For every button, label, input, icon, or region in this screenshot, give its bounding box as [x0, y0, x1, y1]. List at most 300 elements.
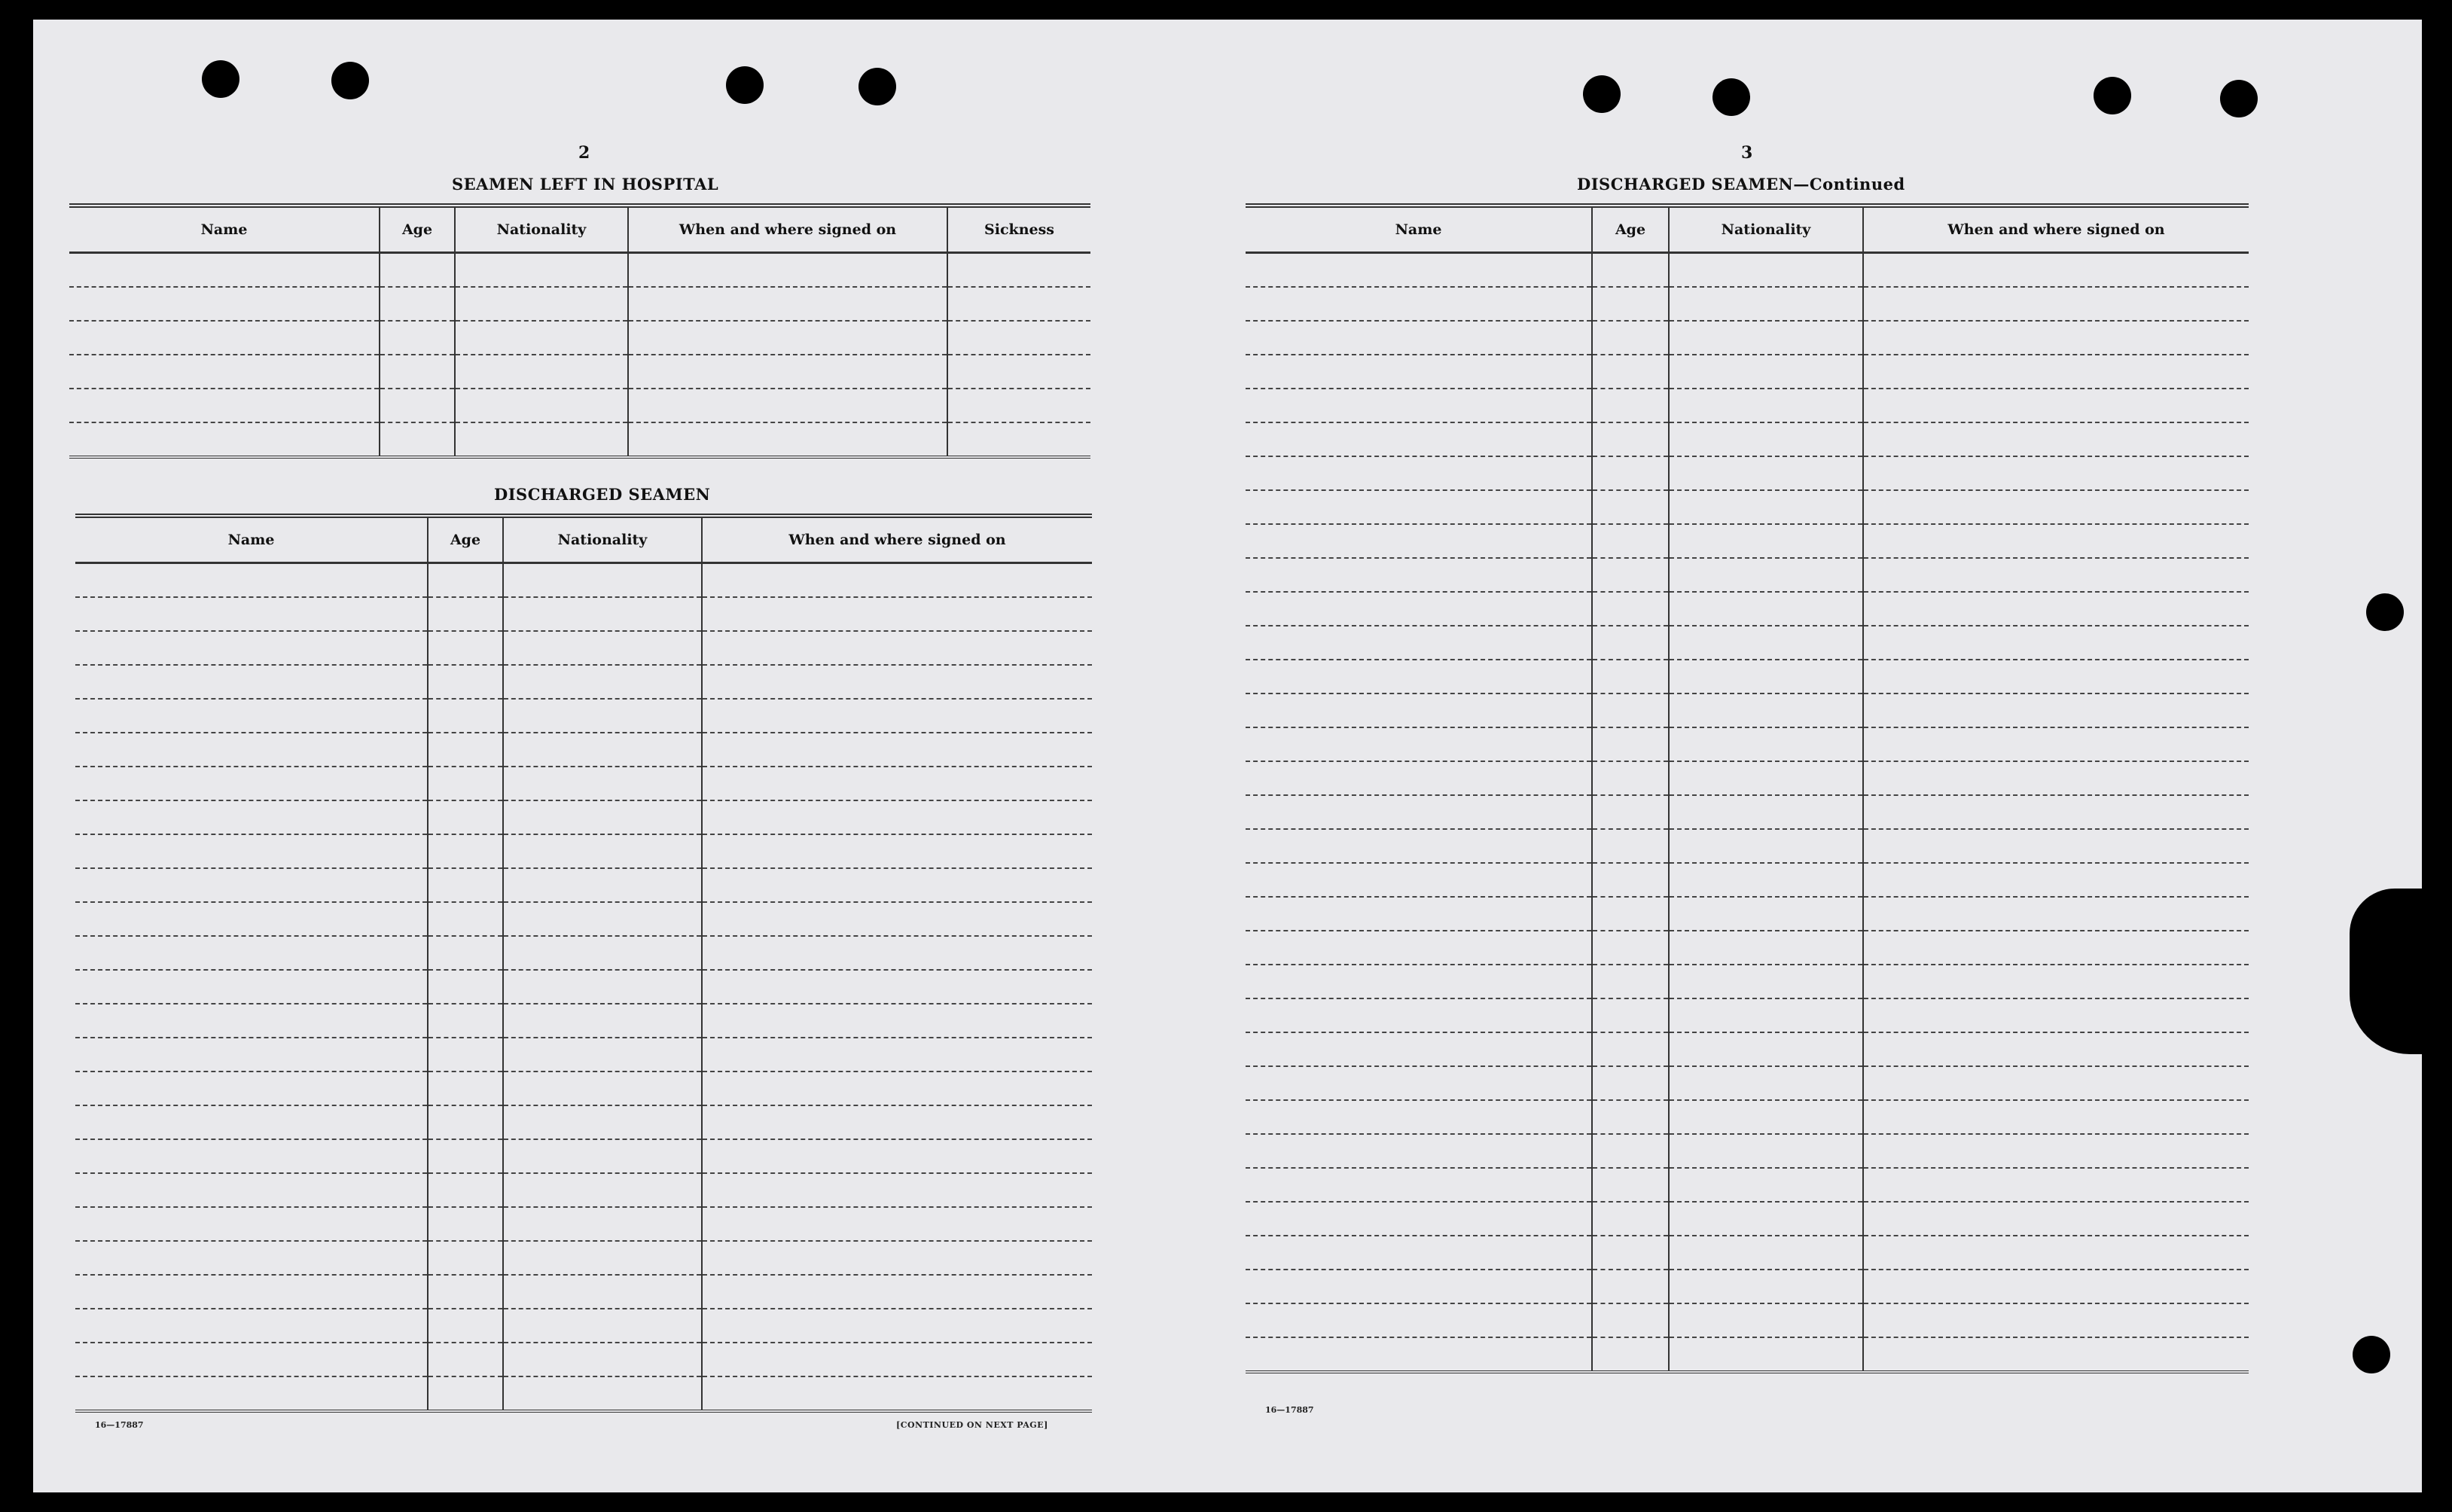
discharged-left-cell	[75, 1004, 428, 1038]
discharged-left-cell	[428, 1139, 503, 1173]
discharged-left-cell	[503, 1038, 702, 1072]
discharged-left-row	[75, 631, 1092, 665]
discharged-right-cell	[1863, 456, 2249, 490]
hospital-cell	[380, 355, 455, 389]
discharged-right-cell	[1863, 321, 2249, 355]
discharged-right-cell	[1592, 694, 1669, 727]
discharged-left-cell	[503, 970, 702, 1004]
discharged-left-cell	[428, 1038, 503, 1072]
hospital-cell	[628, 321, 947, 355]
discharged-right-row	[1246, 897, 2249, 931]
discharged-right-row	[1246, 863, 2249, 897]
right-page-number: 3	[1741, 143, 1753, 163]
discharged-right-row	[1246, 829, 2249, 863]
discharged-right-cell	[1863, 965, 2249, 998]
discharged-right-cell	[1246, 422, 1592, 456]
discharged-right-row	[1246, 1337, 2249, 1372]
discharged-right-cell	[1863, 1032, 2249, 1066]
discharged-right-cell	[1246, 829, 1592, 863]
discharged-right-cell	[1246, 1236, 1592, 1270]
discharged-left-cell	[503, 563, 702, 598]
discharged-right-cell	[1246, 1270, 1592, 1303]
discharged-left-cell	[75, 868, 428, 902]
discharged-left-cell	[503, 800, 702, 834]
discharged-left-cell	[428, 631, 503, 665]
discharged-right-cell	[1246, 727, 1592, 761]
discharged-right-cell	[1246, 1168, 1592, 1202]
discharged-left-cell	[503, 1072, 702, 1105]
discharged-left-cell	[75, 834, 428, 868]
discharged-left-cell	[428, 563, 503, 598]
discharged-left-cell	[428, 936, 503, 970]
discharged-right-cell	[1669, 795, 1863, 829]
discharged-right-cell	[1669, 897, 1863, 931]
discharged-right-cell	[1863, 694, 2249, 727]
discharged-left-cell	[702, 902, 1092, 936]
discharged-right-cell	[1592, 1066, 1669, 1100]
discharged-left-cell	[702, 733, 1092, 767]
discharged-right-cell	[1669, 931, 1863, 965]
discharged-right-row	[1246, 660, 2249, 694]
discharged-left-cell	[702, 1376, 1092, 1411]
discharged-right-cell	[1246, 592, 1592, 626]
discharged-left-cell	[75, 597, 428, 631]
discharged-right-cell	[1863, 863, 2249, 897]
hospital-cell	[69, 287, 380, 321]
hospital-row	[69, 287, 1090, 321]
discharged-left-cell	[428, 1004, 503, 1038]
discharged-right-cell	[1246, 1337, 1592, 1372]
discharged-left-row	[75, 1004, 1092, 1038]
discharged-left-cell	[503, 665, 702, 699]
discharged-right-cell	[1669, 1202, 1863, 1236]
discharged-left-cell	[428, 767, 503, 800]
discharged-right-cell	[1246, 287, 1592, 321]
discharged-right-row	[1246, 456, 2249, 490]
continued-note: [CONTINUED ON NEXT PAGE]	[896, 1420, 1048, 1430]
discharged-left-cell	[428, 1376, 503, 1411]
discharged-right-cell	[1863, 1100, 2249, 1134]
discharged-left-cell	[503, 868, 702, 902]
discharged-right-cell	[1863, 1236, 2249, 1270]
discharged-left-cell	[702, 1139, 1092, 1173]
discharged-right-cell	[1592, 287, 1669, 321]
discharged-right-row	[1246, 998, 2249, 1032]
discharged-left-cell	[75, 1038, 428, 1072]
hospital-cell	[455, 355, 628, 389]
discharged-left-row	[75, 1376, 1092, 1411]
discharged-left-row	[75, 970, 1092, 1004]
discharged-right-cell	[1246, 931, 1592, 965]
discharged-right-cell	[1246, 389, 1592, 422]
discharged-right-cell	[1592, 321, 1669, 355]
hospital-cell	[380, 389, 455, 422]
discharged-right-cell	[1863, 287, 2249, 321]
discharged-right-row	[1246, 1100, 2249, 1134]
torn-edge	[2350, 889, 2422, 1054]
hospital-row	[69, 422, 1090, 457]
discharged-right-cell	[1669, 694, 1863, 727]
discharged-left-cell	[503, 1207, 702, 1241]
discharged-right-cell	[1863, 1134, 2249, 1168]
discharged-right-cell	[1669, 389, 1863, 422]
hospital-cell	[380, 287, 455, 321]
discharged-left-row	[75, 1343, 1092, 1376]
discharged-left-cell	[702, 1207, 1092, 1241]
discharged-right-cell	[1863, 1168, 2249, 1202]
discharged-left-row	[75, 699, 1092, 733]
discharged-left-cell	[428, 1173, 503, 1207]
discharged-right-cell	[1246, 626, 1592, 660]
discharged-left-cell	[428, 1275, 503, 1309]
discharged-right-cell	[1592, 897, 1669, 931]
discharged-right-cell	[1246, 355, 1592, 389]
hospital-header-cell: When and where signed on	[628, 206, 947, 253]
discharged-left-cell	[428, 1207, 503, 1241]
discharged-table-left	[75, 514, 1092, 1413]
discharged-right-cell	[1863, 897, 2249, 931]
discharged-right-row	[1246, 727, 2249, 761]
discharged-left-cell	[75, 1343, 428, 1376]
discharged-right-header-cell: Nationality	[1669, 206, 1863, 253]
discharged-right-cell	[1863, 761, 2249, 795]
discharged-right-cell	[1669, 558, 1863, 592]
hospital-cell	[455, 287, 628, 321]
discharged-right-cell	[1246, 761, 1592, 795]
left-page-number: 2	[578, 143, 590, 163]
discharged-right-row	[1246, 1270, 2249, 1303]
discharged-right-cell	[1669, 965, 1863, 998]
punch-hole-8	[2220, 80, 2258, 117]
discharged-right-row	[1246, 1134, 2249, 1168]
left-form-code: 16—17887	[95, 1420, 144, 1430]
discharged-left-row	[75, 834, 1092, 868]
hospital-cell	[947, 355, 1090, 389]
discharged-left-header-cell: Age	[428, 516, 503, 563]
discharged-left-cell	[75, 767, 428, 800]
discharged-left-cell	[75, 1207, 428, 1241]
hospital-row	[69, 355, 1090, 389]
discharged-left-cell	[75, 1072, 428, 1105]
discharged-right-cell	[1592, 761, 1669, 795]
discharged-right-cell	[1669, 321, 1863, 355]
hospital-cell	[380, 321, 455, 355]
discharged-right-cell	[1863, 389, 2249, 422]
discharged-left-cell	[75, 1139, 428, 1173]
discharged-right-cell	[1669, 253, 1863, 288]
discharged-right-row	[1246, 965, 2249, 998]
hospital-header-cell: Name	[69, 206, 380, 253]
hospital-cell	[69, 253, 380, 288]
discharged-left-cell	[702, 1343, 1092, 1376]
discharged-left-cell	[702, 699, 1092, 733]
discharged-right-row	[1246, 558, 2249, 592]
discharged-right-cell	[1592, 1032, 1669, 1066]
discharged-left-row	[75, 597, 1092, 631]
discharged-right-cell	[1592, 253, 1669, 288]
discharged-right-cell	[1863, 253, 2249, 288]
discharged-left-cell	[75, 631, 428, 665]
discharged-right-cell	[1863, 795, 2249, 829]
discharged-right-row	[1246, 1168, 2249, 1202]
discharged-right-cell	[1669, 456, 1863, 490]
discharged-left-cell	[503, 597, 702, 631]
discharged-left-cell	[428, 902, 503, 936]
discharged-left-cell	[503, 902, 702, 936]
discharged-left-cell	[428, 1105, 503, 1139]
discharged-left-cell	[75, 1173, 428, 1207]
hospital-section-title: SEAMEN LEFT IN HOSPITAL	[452, 175, 719, 194]
discharged-left-cell	[702, 800, 1092, 834]
discharged-right-cell	[1863, 829, 2249, 863]
hospital-table	[69, 203, 1090, 459]
discharged-right-cell	[1592, 626, 1669, 660]
discharged-right-row	[1246, 321, 2249, 355]
discharged-right-cell	[1863, 355, 2249, 389]
discharged-right-cell	[1246, 694, 1592, 727]
discharged-left-cell	[702, 1309, 1092, 1343]
hospital-row	[69, 389, 1090, 422]
discharged-left-cell	[503, 1173, 702, 1207]
discharged-left-row	[75, 733, 1092, 767]
discharged-left-cell	[75, 665, 428, 699]
discharged-left-header-cell: Nationality	[503, 516, 702, 563]
discharged-right-cell	[1669, 524, 1863, 558]
discharged-left-cell	[702, 1241, 1092, 1275]
discharged-right-header-cell: Age	[1592, 206, 1669, 253]
discharged-right-row	[1246, 1236, 2249, 1270]
hospital-cell	[455, 253, 628, 288]
discharged-right-row	[1246, 931, 2249, 965]
discharged-right-cell	[1592, 422, 1669, 456]
discharged-left-cell	[428, 1309, 503, 1343]
discharged-right-cell	[1246, 1202, 1592, 1236]
discharged-left-cell	[75, 733, 428, 767]
discharged-right-cell	[1246, 1100, 1592, 1134]
discharged-left-cell	[75, 1275, 428, 1309]
discharged-right-cell	[1669, 287, 1863, 321]
discharged-right-cell	[1246, 490, 1592, 524]
right-title-suffix: —Continued	[1793, 175, 1905, 194]
discharged-left-row	[75, 1105, 1092, 1139]
discharged-right-cell	[1863, 1066, 2249, 1100]
discharged-right-cell	[1592, 1134, 1669, 1168]
discharged-left-cell	[428, 970, 503, 1004]
discharged-right-cell	[1246, 524, 1592, 558]
discharged-left-cell	[428, 834, 503, 868]
hospital-header-cell: Nationality	[455, 206, 628, 253]
discharged-left-cell	[503, 1105, 702, 1139]
hospital-cell	[947, 389, 1090, 422]
discharged-right-cell	[1592, 660, 1669, 694]
discharged-left-row	[75, 1139, 1092, 1173]
discharged-right-cell	[1592, 1270, 1669, 1303]
discharged-right-cell	[1863, 1202, 2249, 1236]
discharged-right-row	[1246, 694, 2249, 727]
discharged-left-cell	[503, 699, 702, 733]
discharged-left-cell	[75, 563, 428, 598]
discharged-left-cell	[503, 1376, 702, 1411]
discharged-right-row	[1246, 795, 2249, 829]
discharged-right-cell	[1246, 1134, 1592, 1168]
discharged-right-cell	[1669, 1032, 1863, 1066]
hospital-cell	[947, 321, 1090, 355]
hospital-cell	[947, 422, 1090, 457]
discharged-right-row	[1246, 1066, 2249, 1100]
discharged-right-cell	[1669, 355, 1863, 389]
discharged-left-row	[75, 936, 1092, 970]
discharged-right-cell	[1246, 1032, 1592, 1066]
discharged-right-cell	[1592, 1337, 1669, 1372]
hospital-cell	[947, 253, 1090, 288]
discharged-right-row	[1246, 1303, 2249, 1337]
punch-hole-4	[859, 68, 896, 105]
discharged-right-cell	[1592, 490, 1669, 524]
discharged-right-cell	[1246, 795, 1592, 829]
discharged-right-cell	[1863, 660, 2249, 694]
discharged-right-cell	[1592, 1202, 1669, 1236]
discharged-left-cell	[702, 1275, 1092, 1309]
discharged-left-row	[75, 800, 1092, 834]
discharged-left-row	[75, 563, 1092, 598]
discharged-right-cell	[1863, 592, 2249, 626]
discharged-right-cell	[1669, 1134, 1863, 1168]
hospital-cell	[69, 422, 380, 457]
discharged-left-cell	[702, 1105, 1092, 1139]
discharged-right-cell	[1669, 592, 1863, 626]
discharged-right-row	[1246, 389, 2249, 422]
discharged-left-cell	[75, 902, 428, 936]
discharged-right-cell	[1669, 1236, 1863, 1270]
discharged-right-cell	[1592, 355, 1669, 389]
discharged-left-cell	[702, 767, 1092, 800]
discharged-left-cell	[503, 733, 702, 767]
discharged-left-cell	[428, 1072, 503, 1105]
hospital-cell	[628, 389, 947, 422]
hospital-cell	[69, 355, 380, 389]
hospital-cell	[628, 422, 947, 457]
discharged-right-cell	[1592, 592, 1669, 626]
discharged-right-cell	[1246, 660, 1592, 694]
discharged-left-cell	[428, 733, 503, 767]
discharged-right-cell	[1246, 897, 1592, 931]
hospital-cell	[455, 389, 628, 422]
discharged-right-cell	[1669, 1066, 1863, 1100]
punch-hole-7	[2094, 77, 2131, 114]
discharged-right-cell	[1592, 1236, 1669, 1270]
discharged-right-cell	[1669, 660, 1863, 694]
discharged-right-cell	[1592, 965, 1669, 998]
discharged-left-cell	[702, 834, 1092, 868]
discharged-right-cell	[1592, 727, 1669, 761]
discharged-right-cell	[1863, 1337, 2249, 1372]
discharged-left-cell	[75, 1376, 428, 1411]
discharged-right-row	[1246, 422, 2249, 456]
punch-hole-9	[2366, 593, 2404, 631]
discharged-right-cell	[1592, 829, 1669, 863]
discharged-left-cell	[702, 1072, 1092, 1105]
discharged-right-row	[1246, 287, 2249, 321]
discharged-right-row	[1246, 253, 2249, 288]
discharged-right-cell	[1246, 863, 1592, 897]
discharged-left-cell	[503, 1343, 702, 1376]
discharged-left-cell	[702, 868, 1092, 902]
discharged-right-cell	[1669, 1270, 1863, 1303]
punch-hole-1	[202, 60, 239, 98]
discharged-right-cell	[1592, 998, 1669, 1032]
discharged-left-cell	[75, 1105, 428, 1139]
hospital-cell	[455, 422, 628, 457]
discharged-left-row	[75, 1038, 1092, 1072]
discharged-right-cell	[1246, 253, 1592, 288]
discharged-right-cell	[1669, 490, 1863, 524]
discharged-left-row	[75, 665, 1092, 699]
discharged-right-cell	[1669, 1337, 1863, 1372]
discharged-right-row	[1246, 761, 2249, 795]
discharged-left-cell	[503, 834, 702, 868]
discharged-left-cell	[702, 665, 1092, 699]
discharged-right-cell	[1863, 1270, 2249, 1303]
discharged-left-cell	[75, 970, 428, 1004]
discharged-left-cell	[702, 563, 1092, 598]
discharged-left-cell	[503, 1309, 702, 1343]
discharged-right-cell	[1669, 1303, 1863, 1337]
discharged-right-cell	[1592, 558, 1669, 592]
discharged-left-cell	[702, 970, 1092, 1004]
discharged-right-cell	[1592, 1303, 1669, 1337]
discharged-right-row	[1246, 592, 2249, 626]
right-title-main: DISCHARGED SEAMEN	[1577, 175, 1794, 194]
discharged-table-right	[1246, 203, 2249, 1373]
discharged-right-cell	[1863, 1303, 2249, 1337]
hospital-cell	[455, 321, 628, 355]
discharged-right-cell	[1669, 863, 1863, 897]
discharged-right-cell	[1863, 931, 2249, 965]
discharged-left-row	[75, 1309, 1092, 1343]
hospital-header-cell: Age	[380, 206, 455, 253]
punch-hole-2	[331, 62, 369, 99]
punch-hole-10	[2353, 1336, 2390, 1373]
discharged-left-cell	[428, 868, 503, 902]
discharged-right-cell	[1246, 998, 1592, 1032]
discharged-left-cell	[503, 936, 702, 970]
discharged-right-cell	[1669, 1168, 1863, 1202]
hospital-cell	[69, 389, 380, 422]
discharged-right-cell	[1592, 1168, 1669, 1202]
punch-hole-3	[726, 66, 764, 104]
discharged-left-cell	[702, 1173, 1092, 1207]
discharged-right-row	[1246, 1032, 2249, 1066]
punch-hole-6	[1712, 78, 1750, 116]
discharged-left-cell	[428, 1241, 503, 1275]
punch-hole-5	[1583, 75, 1621, 113]
discharged-right-header-cell: Name	[1246, 206, 1592, 253]
hospital-cell	[628, 355, 947, 389]
discharged-right-cell	[1669, 829, 1863, 863]
discharged-right-row	[1246, 355, 2249, 389]
discharged-right-cell	[1246, 456, 1592, 490]
discharged-left-row	[75, 1275, 1092, 1309]
discharged-left-row	[75, 1072, 1092, 1105]
discharged-right-cell	[1669, 998, 1863, 1032]
right-section-title	[1577, 175, 1905, 194]
discharged-left-cell	[428, 699, 503, 733]
discharged-right-cell	[1592, 524, 1669, 558]
discharged-right-cell	[1592, 931, 1669, 965]
discharged-right-cell	[1669, 1100, 1863, 1134]
discharged-right-cell	[1863, 524, 2249, 558]
discharged-right-cell	[1592, 456, 1669, 490]
